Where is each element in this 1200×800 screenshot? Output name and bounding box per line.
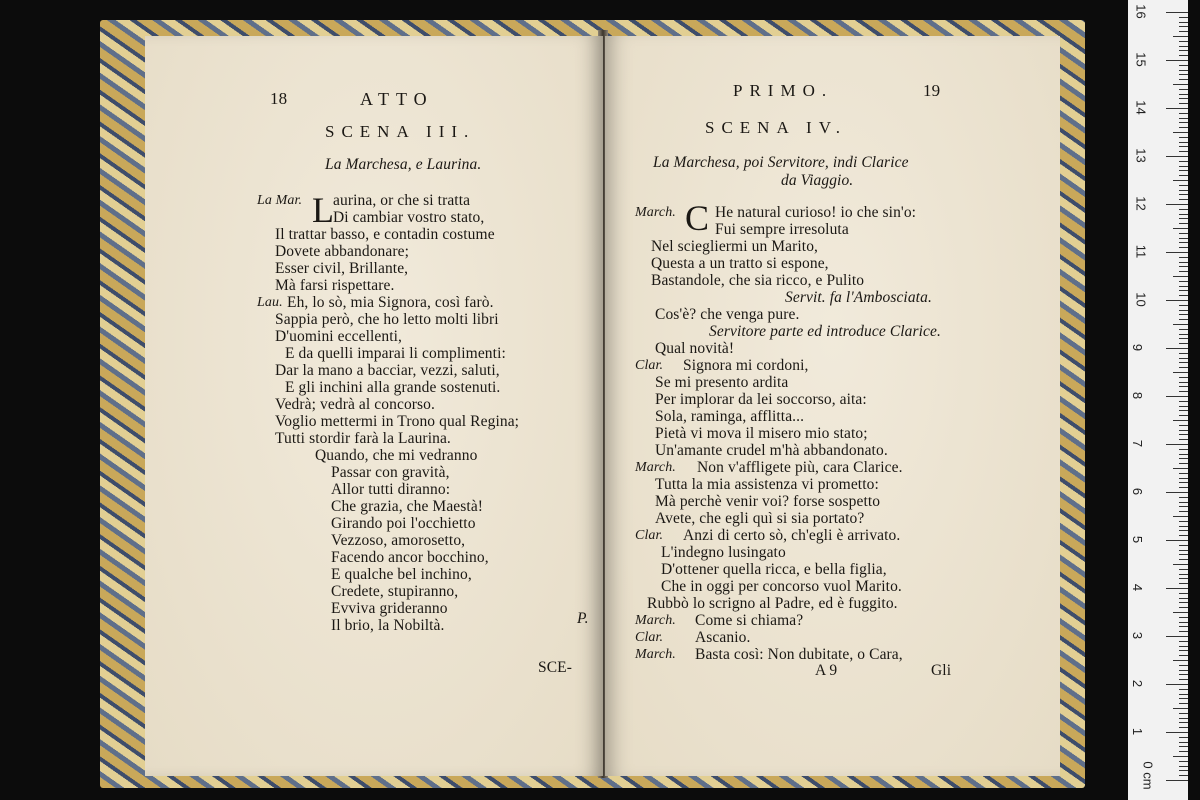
ruler-tick: [1166, 780, 1188, 781]
ruler-tick: [1166, 300, 1188, 301]
ruler-number: 13: [1133, 148, 1149, 163]
verse-line: E da quelli imparai li complimenti:: [285, 345, 506, 362]
ruler-tick: [1179, 410, 1188, 411]
ruler-tick: [1179, 391, 1188, 392]
ruler-tick: [1179, 17, 1188, 18]
verse-line: L'indegno lusingato: [661, 544, 786, 561]
verse-line: Questa a un tratto si espone,: [651, 255, 829, 272]
ruler-tick: [1179, 430, 1188, 431]
ruler-tick: [1179, 22, 1188, 23]
ruler-tick: [1179, 526, 1188, 527]
verse-line: Dar la mano a bacciar, vezzi, saluti,: [275, 362, 500, 379]
ruler-tick: [1179, 559, 1188, 560]
verse-line: Mà perchè venir voi? forse sospetto: [655, 493, 881, 510]
verse-line: Un'amante crudel m'hà abbandonato.: [655, 442, 888, 459]
ruler-number: 6: [1130, 487, 1146, 496]
ruler-tick: [1179, 310, 1188, 311]
ruler-tick: [1166, 588, 1188, 589]
verse-line: Non v'affligete più, cara Clarice.: [697, 459, 903, 476]
verse-line: Come si chiama?: [695, 612, 804, 629]
running-head: PRIMO.: [733, 81, 834, 100]
ruler-tick: [1179, 463, 1188, 464]
ruler-tick: [1179, 151, 1188, 152]
ruler-tick: [1179, 698, 1188, 699]
ruler-number: 1: [1130, 727, 1146, 736]
ruler-tick: [1179, 742, 1188, 743]
ruler-number: 12: [1133, 196, 1149, 211]
verse-line: Bastandole, che sia ricco, e Pulito: [651, 272, 865, 289]
ruler-tick: [1179, 238, 1188, 239]
ruler-tick: [1179, 574, 1188, 575]
speaker-label: La Mar.: [257, 193, 303, 208]
verse-line: D'uomini eccellenti,: [275, 328, 403, 345]
verse-line: Signora mi cordoni,: [683, 357, 809, 374]
verse-line: Ascanio.: [695, 629, 751, 646]
ruler-tick: [1179, 674, 1188, 675]
ruler-tick: [1179, 185, 1188, 186]
ruler-tick: [1166, 732, 1188, 733]
ruler-tick: [1179, 98, 1188, 99]
ruler-tick: [1173, 708, 1188, 709]
ruler-tick: [1179, 190, 1188, 191]
ruler-tick: [1179, 281, 1188, 282]
verse-line: Dovete abbandonare;: [275, 243, 410, 260]
ruler-tick: [1179, 218, 1188, 219]
verse-line: Anzi di certo sò, ch'egli è arrivato.: [683, 527, 901, 544]
ruler-tick: [1179, 233, 1188, 234]
ruler-tick: [1173, 420, 1188, 421]
ruler-tick: [1179, 295, 1188, 296]
catchword: Gli: [931, 662, 952, 679]
ruler-tick: [1179, 146, 1188, 147]
verse-line: Sappia però, che ho letto molti libri: [275, 311, 499, 328]
ruler-tick: [1179, 257, 1188, 258]
verse-line: He natural curioso! io che sin'o:: [715, 204, 917, 221]
ruler-tick: [1179, 679, 1188, 680]
ruler-number: 4: [1130, 583, 1146, 592]
ruler-tick: [1179, 65, 1188, 66]
measuring-ruler: [1128, 0, 1188, 800]
left-page: [145, 36, 603, 776]
ruler-number: 9: [1130, 343, 1146, 352]
ruler-tick: [1179, 722, 1188, 723]
ruler-number: 3: [1130, 631, 1146, 640]
verse-line: Evviva grideranno: [331, 600, 448, 617]
verse-line: Basta così: Non dubitate, o Cara,: [695, 646, 903, 663]
ruler-tick: [1179, 266, 1188, 267]
ruler-tick: [1166, 156, 1188, 157]
ruler-tick: [1179, 646, 1188, 647]
ruler-tick: [1179, 334, 1188, 335]
ruler-tick: [1166, 444, 1188, 445]
verse-line: Credete, stupiranno,: [331, 583, 459, 600]
verse-line: Vezzoso, amorosetto,: [331, 532, 466, 549]
ruler-tick: [1179, 770, 1188, 771]
ruler-tick: [1179, 655, 1188, 656]
ruler-tick: [1179, 751, 1188, 752]
scene-characters: La Marchesa, e Laurina.: [325, 156, 482, 173]
ruler-tick: [1179, 329, 1188, 330]
ruler-tick: [1179, 166, 1188, 167]
ruler-tick: [1179, 502, 1188, 503]
verse-line: Voglio mettermi in Trono qual Regina;: [275, 413, 520, 430]
ruler-tick: [1179, 377, 1188, 378]
speaker-label: March.: [635, 647, 676, 662]
verse-line: Vedrà; vedrà al concorso.: [275, 396, 436, 413]
ruler-tick: [1179, 545, 1188, 546]
ruler-number: 11: [1133, 244, 1149, 259]
ruler-tick: [1179, 458, 1188, 459]
ruler-tick: [1179, 314, 1188, 315]
ruler-tick: [1179, 746, 1188, 747]
ruler-tick: [1179, 425, 1188, 426]
ruler-tick: [1179, 382, 1188, 383]
verse-line: Eh, lo sò, mia Signora, così farò.: [287, 294, 494, 311]
ruler-tick: [1166, 540, 1188, 541]
ruler-tick: [1173, 276, 1188, 277]
ruler-tick: [1166, 348, 1188, 349]
ruler-tick: [1179, 142, 1188, 143]
ruler-tick: [1179, 386, 1188, 387]
ruler-tick: [1179, 46, 1188, 47]
page-number: 18: [270, 89, 288, 108]
ruler-tick: [1179, 775, 1188, 776]
ruler-tick: [1179, 271, 1188, 272]
verse-line: Che in oggi per concorso vuol Marito.: [661, 578, 902, 595]
ruler-tick: [1179, 598, 1188, 599]
ruler-tick: [1173, 36, 1188, 37]
ruler-tick: [1173, 756, 1188, 757]
ruler-tick: [1179, 622, 1188, 623]
ruler-tick: [1179, 55, 1188, 56]
exit-mark: P.: [577, 610, 589, 627]
ruler-tick: [1179, 223, 1188, 224]
speaker-label: Clar.: [635, 358, 664, 373]
verse-line: Facendo ancor bocchino,: [331, 549, 489, 566]
ruler-tick: [1179, 439, 1188, 440]
ruler-tick: [1179, 689, 1188, 690]
ruler-tick: [1179, 737, 1188, 738]
verse-line: aurina, or che si tratta: [333, 192, 471, 209]
ruler-tick: [1179, 631, 1188, 632]
ruler-tick: [1179, 122, 1188, 123]
ruler-number: 14: [1133, 100, 1149, 115]
speaker-label: Clar.: [635, 528, 664, 543]
ruler-tick: [1179, 670, 1188, 671]
ruler-tick: [1179, 569, 1188, 570]
ruler-tick: [1179, 26, 1188, 27]
ruler-tick: [1166, 108, 1188, 109]
verse-line: Passar con gravità,: [331, 464, 450, 481]
ruler-tick: [1179, 290, 1188, 291]
verse-line: Tutti stordir farà la Laurina.: [275, 430, 451, 447]
scene-heading: SCENA IV.: [705, 118, 848, 137]
verse-line: E gli inchini alla grande sostenuti.: [285, 379, 501, 396]
scene-characters: La Marchesa, poi Servitore, indi Clarice: [653, 154, 909, 171]
signature-mark: A 9: [815, 662, 838, 679]
ruler-tick: [1179, 530, 1188, 531]
verse-line: Fui sempre irresoluta: [715, 221, 849, 238]
ruler-tick: [1179, 506, 1188, 507]
ruler-tick: [1179, 478, 1188, 479]
ruler-tick: [1179, 665, 1188, 666]
ruler-tick: [1166, 492, 1188, 493]
ruler-tick: [1166, 204, 1188, 205]
verse-line: Di cambiar vostro stato,: [333, 209, 485, 226]
ruler-tick: [1179, 79, 1188, 80]
ruler-number: 8: [1130, 391, 1146, 400]
catchword: SCE-: [538, 659, 572, 676]
ruler-tick: [1179, 242, 1188, 243]
ruler-tick: [1166, 396, 1188, 397]
verse-line: Che grazia, che Maestà!: [331, 498, 484, 515]
ruler-tick: [1179, 194, 1188, 195]
speaker-label: Lau.: [257, 295, 283, 310]
ruler-tick: [1179, 343, 1188, 344]
ruler-tick: [1173, 564, 1188, 565]
ruler-number: 5: [1130, 535, 1146, 544]
ruler-tick: [1179, 694, 1188, 695]
ruler-tick: [1173, 132, 1188, 133]
stage-direction: Servitore parte ed introduce Clarice.: [709, 323, 941, 340]
ruler-tick: [1179, 247, 1188, 248]
ruler-tick: [1179, 137, 1188, 138]
ruler-tick: [1179, 41, 1188, 42]
verse-line: Quando, che mi vedranno: [315, 447, 478, 464]
ruler-tick: [1179, 487, 1188, 488]
ruler-tick: [1179, 286, 1188, 287]
ruler-number: 16: [1133, 4, 1149, 19]
ruler-tick: [1166, 636, 1188, 637]
ruler-tick: [1173, 516, 1188, 517]
ruler-tick: [1179, 209, 1188, 210]
verse-line: Sola, raminga, afflitta...: [655, 408, 805, 425]
ruler-tick: [1166, 60, 1188, 61]
ruler-tick: [1179, 70, 1188, 71]
ruler-number: 7: [1130, 439, 1146, 448]
verse-line: Esser civil, Brillante,: [275, 260, 409, 277]
ruler-tick: [1173, 612, 1188, 613]
ruler-tick: [1179, 550, 1188, 551]
ruler-tick: [1179, 703, 1188, 704]
ruler-tick: [1166, 12, 1188, 13]
ruler-tick: [1179, 367, 1188, 368]
ruler-tick: [1179, 31, 1188, 32]
ruler-tick: [1179, 521, 1188, 522]
scene-characters-cont: da Viaggio.: [781, 172, 854, 189]
ruler-tick: [1179, 578, 1188, 579]
ruler-tick: [1179, 74, 1188, 75]
ruler-tick: [1179, 713, 1188, 714]
ruler-tick: [1179, 554, 1188, 555]
running-head: ATTO: [360, 89, 434, 109]
drop-cap: L: [312, 190, 334, 230]
speaker-label: March.: [635, 205, 676, 220]
ruler-tick: [1179, 727, 1188, 728]
right-page: [605, 36, 1060, 776]
ruler-tick: [1179, 353, 1188, 354]
verse-line: Allor tutti diranno:: [331, 481, 451, 498]
ruler-tick: [1179, 593, 1188, 594]
ruler-tick: [1179, 338, 1188, 339]
ruler-tick: [1179, 199, 1188, 200]
ruler-tick: [1173, 324, 1188, 325]
ruler-tick: [1179, 761, 1188, 762]
ruler-tick: [1179, 305, 1188, 306]
ruler-tick: [1179, 766, 1188, 767]
ruler-tick: [1179, 434, 1188, 435]
ruler-tick: [1179, 103, 1188, 104]
ruler-tick: [1179, 161, 1188, 162]
ruler-tick: [1179, 641, 1188, 642]
page-number: 19: [923, 81, 941, 100]
ruler-tick: [1179, 113, 1188, 114]
ruler-unit-label: 0 cm: [1140, 761, 1156, 790]
ruler-tick: [1179, 617, 1188, 618]
ruler-number: 10: [1133, 292, 1149, 307]
ruler-tick: [1179, 319, 1188, 320]
verse-line: Rubbò lo scrigno al Padre, ed è fuggito.: [647, 595, 898, 612]
ruler-tick: [1173, 84, 1188, 85]
verse-line: Nel sciegliermi un Marito,: [651, 238, 819, 255]
ruler-tick: [1179, 262, 1188, 263]
ruler-tick: [1179, 454, 1188, 455]
ruler-tick: [1179, 118, 1188, 119]
ruler-tick: [1179, 449, 1188, 450]
ruler-tick: [1179, 602, 1188, 603]
verse-line: Cos'è? che venga pure.: [655, 306, 800, 323]
ruler-tick: [1179, 718, 1188, 719]
verse-line: Avete, che egli quì si sia portato?: [655, 510, 865, 527]
verse-line: Il brio, la Nobiltà.: [331, 617, 445, 634]
ruler-tick: [1179, 473, 1188, 474]
ruler-tick: [1173, 180, 1188, 181]
verse-line: Per implorar da lei soccorso, aita:: [655, 391, 867, 408]
ruler-tick: [1179, 406, 1188, 407]
verse-line: Il trattar basso, e contadin costume: [275, 226, 495, 243]
ruler-tick: [1179, 50, 1188, 51]
ruler-tick: [1179, 583, 1188, 584]
ruler-tick: [1179, 214, 1188, 215]
speaker-label: March.: [635, 613, 676, 628]
verse-line: Tutta la mia assistenza vi prometto:: [655, 476, 879, 493]
stage-direction: Servit. fa l'Ambosciata.: [785, 289, 932, 306]
ruler-tick: [1173, 468, 1188, 469]
ruler-tick: [1179, 89, 1188, 90]
drop-cap: C: [685, 198, 710, 238]
verse-line: D'ottener quella ricca, e bella figlia,: [661, 561, 887, 578]
ruler-number: 2: [1130, 679, 1146, 688]
verse-line: Mà farsi rispettare.: [275, 277, 395, 294]
scene-heading: SCENA III.: [325, 122, 476, 141]
ruler-tick: [1179, 511, 1188, 512]
ruler-tick: [1179, 175, 1188, 176]
verse-line: Se mi presento ardita: [655, 374, 789, 391]
speaker-label: Clar.: [635, 630, 664, 645]
ruler-tick: [1179, 650, 1188, 651]
verse-line: Girando poi l'occhietto: [331, 515, 476, 532]
ruler-tick: [1179, 94, 1188, 95]
ruler-tick: [1179, 170, 1188, 171]
ruler-tick: [1166, 252, 1188, 253]
ruler-tick: [1179, 607, 1188, 608]
ruler-tick: [1179, 401, 1188, 402]
ruler-tick: [1179, 358, 1188, 359]
ruler-tick: [1179, 362, 1188, 363]
ruler-tick: [1173, 372, 1188, 373]
ruler-tick: [1166, 684, 1188, 685]
verse-line: Qual novità!: [655, 340, 735, 357]
ruler-tick: [1179, 482, 1188, 483]
ruler-number: 15: [1133, 52, 1149, 67]
ruler-tick: [1179, 497, 1188, 498]
speaker-label: March.: [635, 460, 676, 475]
ruler-tick: [1179, 535, 1188, 536]
ruler-tick: [1173, 228, 1188, 229]
verse-line: Pietà vi mova il misero mio stato;: [655, 425, 868, 442]
ruler-tick: [1179, 127, 1188, 128]
verse-line: E qualche bel inchino,: [331, 566, 472, 583]
ruler-tick: [1179, 626, 1188, 627]
ruler-tick: [1173, 660, 1188, 661]
ruler-tick: [1179, 415, 1188, 416]
